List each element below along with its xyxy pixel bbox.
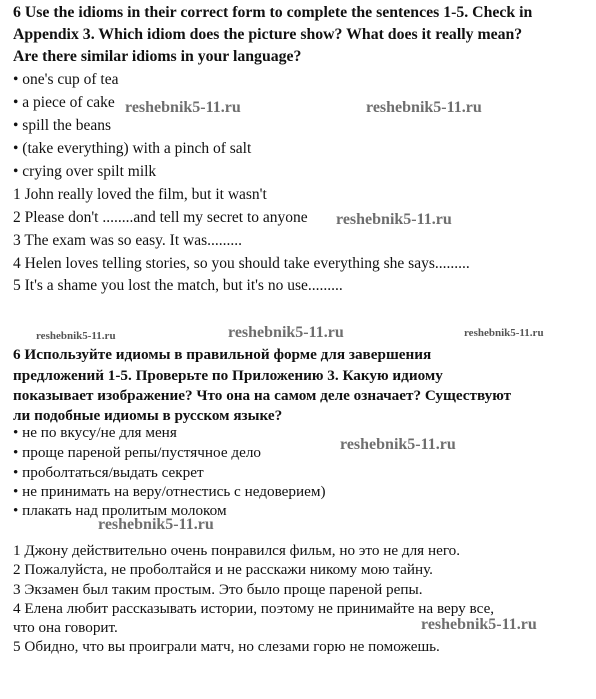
idiom-en-item: • one's cup of tea [13,71,119,88]
task-heading-en-line-3: Are there similar idioms in your language? [13,48,302,65]
watermark: reshebnik5-11.ru [340,436,456,453]
watermark: reshebnik5-11.ru [125,99,241,116]
sentence-en: 2 Please don't ........and tell my secret to anyone [13,209,308,226]
task-heading-ru-line-2: предложений 1-5. Проверьте по Приложению 3. Какую идиому [13,367,443,384]
task-heading-ru-line-4: ли подобные идиомы в русском языке? [13,407,283,424]
sentence-ru: что она говорит. [13,619,118,636]
idiom-en-item: • crying over spilt milk [13,163,157,180]
idiom-ru-item: • не принимать на веру/отнестись с недоверием) [13,483,326,500]
task-heading-ru-line-1: 6 Используйте идиомы в правильной форме для завершения [13,346,432,363]
idiom-en-item: • (take everything) with a pinch of salt [13,140,252,157]
sentence-en: 5 It's a shame you lost the match, but it's no use......... [13,277,343,294]
task-heading-en-line-1: 6 Use the idioms in their correct form to complete the sentences 1-5. Check in [13,4,533,21]
sentence-en: 4 Helen loves telling stories, so you should take everything she says......... [13,255,470,272]
sentence-ru: 2 Пожалуйста, не проболтайся и не расскажи никому мою тайну. [13,561,433,578]
idiom-ru-item: • проболтаться/выдать секрет [13,464,204,481]
sentence-ru: 5 Обидно, что вы проиграли матч, но слезами горю не поможешь. [13,638,440,655]
task-heading-en-line-2: Appendix 3. Which idiom does the picture show? What does it really mean? [13,26,523,43]
watermark: reshebnik5-11.ru [98,516,214,533]
idiom-ru-item: • плакать над пролитым молоком [13,502,227,519]
sentence-en: 1 John really loved the film, but it wasn't [13,186,267,203]
idiom-ru-item: • не по вкусу/не для меня [13,424,177,441]
watermark: reshebnik5-11.ru [228,324,344,341]
watermark: reshebnik5-11.ru [336,211,452,228]
sentence-ru: 1 Джону действительно очень понравился фильм, но это не для него. [13,542,461,559]
sentence-en: 3 The exam was so easy. It was......... [13,232,243,249]
sentence-ru: 3 Экзамен был таким простым. Это было проще пареной репы. [13,581,423,598]
watermark: reshebnik5-11.ru [464,327,544,339]
watermark: reshebnik5-11.ru [366,99,482,116]
idiom-en-item: • a piece of cake [13,94,115,111]
sentence-ru: 4 Елена любит рассказывать истории, поэтому не принимайте на веру все, [13,600,495,617]
idiom-ru-item: • проще пареной репы/пустячное дело [13,444,262,461]
idiom-en-item: • spill the beans [13,117,111,134]
watermark: reshebnik5-11.ru [36,330,116,342]
task-heading-ru-line-3: показывает изображение? Что она на самом деле означает? Существуют [13,387,512,404]
watermark: reshebnik5-11.ru [421,616,537,633]
